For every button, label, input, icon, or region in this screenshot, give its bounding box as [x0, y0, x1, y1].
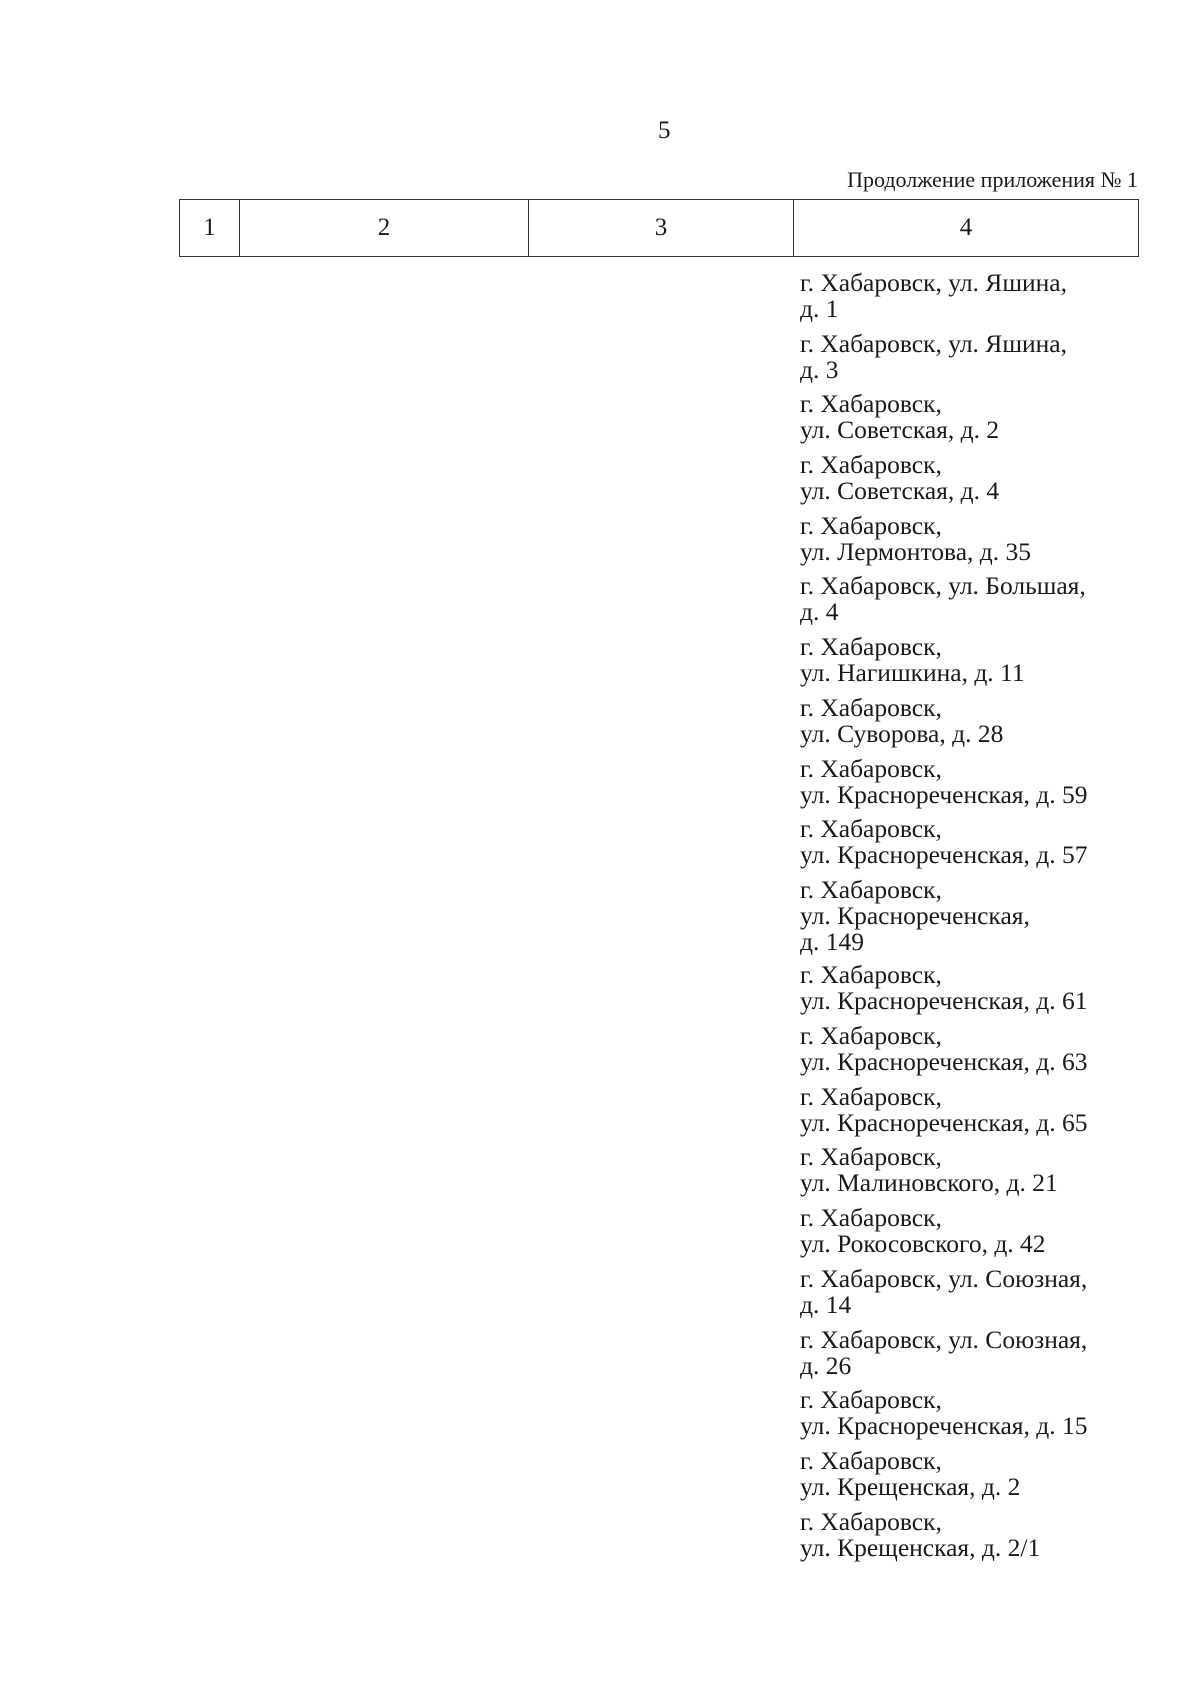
address-line: д. 149 — [800, 926, 864, 956]
address-entry — [800, 1327, 1145, 1388]
address-entry — [800, 1023, 1145, 1084]
address-entry — [800, 1144, 1145, 1205]
address-line: г. Хабаровск, — [800, 1144, 942, 1172]
address-line: г. Хабаровск, — [800, 1387, 942, 1415]
address-line: ул. Краснореченская, д. 63 — [800, 1047, 1088, 1077]
address-line: ул. Крещенская, д. 2/1 — [800, 1532, 1041, 1562]
address-line: г. Хабаровск, ул. Большая, — [800, 573, 1086, 601]
address-line: ул. Рокосовского, д. 42 — [800, 1229, 1046, 1259]
address-entry — [800, 1509, 1145, 1570]
address-entry — [800, 573, 1145, 634]
address-line: д. 1 — [800, 294, 839, 323]
column-2-number: 2 — [240, 200, 529, 257]
address-entry — [800, 756, 1145, 817]
address-line: г. Хабаровск, — [800, 1508, 942, 1536]
address-line: г. Хабаровск, — [800, 1205, 942, 1233]
address-line: д. 14 — [800, 1289, 852, 1319]
address-line: г. Хабаровск, — [800, 634, 942, 662]
address-line: г. Хабаровск, ул. Яшина, — [800, 270, 1067, 297]
address-line: ул. Крещенская, д. 2 — [800, 1471, 1021, 1501]
address-line: ул. Малиновского, д. 21 — [800, 1168, 1058, 1198]
address-line: ул. Советская, д. 4 — [800, 476, 1000, 506]
header-row — [180, 200, 1139, 257]
address-line: ул. Краснореченская, д. 57 — [800, 840, 1088, 870]
address-entry — [800, 816, 1145, 877]
address-line: г. Хабаровск, — [800, 816, 942, 844]
address-entry — [800, 1205, 1145, 1266]
address-line: г. Хабаровск, — [800, 452, 942, 480]
address-line: г. Хабаровск, — [800, 391, 942, 419]
column-4-number: 4 — [794, 200, 1139, 257]
address-line: г. Хабаровск, — [800, 876, 942, 904]
column-number-header — [179, 199, 1139, 257]
address-line: ул. Краснореченская, д. 59 — [800, 779, 1088, 809]
address-entry — [800, 270, 1145, 331]
address-line: г. Хабаровск, — [800, 694, 942, 722]
column-1-number: 1 — [180, 200, 240, 257]
address-entry — [800, 962, 1145, 1023]
address-line: г. Хабаровск, — [800, 962, 942, 990]
address-line: ул. Краснореченская, д. 61 — [800, 986, 1088, 1016]
address-line: д. 4 — [800, 597, 839, 627]
address-entry — [800, 391, 1145, 452]
continuation-label: Продолжение приложения № 1 — [847, 167, 1138, 192]
address-line: г. Хабаровск, — [800, 1447, 942, 1475]
address-entry — [800, 1084, 1145, 1145]
address-entry — [800, 877, 1145, 963]
address-line: г. Хабаровск, ул. Союзная, — [800, 1265, 1088, 1293]
address-entry — [800, 1448, 1145, 1509]
address-line: ул. Советская, д. 2 — [800, 415, 1000, 445]
address-line: ул. Краснореченская, д. 15 — [800, 1411, 1088, 1441]
page-number: 5 — [658, 117, 671, 144]
address-line: г. Хабаровск, — [800, 512, 942, 540]
column-3-number: 3 — [529, 200, 794, 257]
address-line: г. Хабаровск, — [800, 1023, 942, 1051]
address-entry — [800, 634, 1145, 695]
address-line: ул. Краснореченская, д. 65 — [800, 1107, 1088, 1137]
address-entry — [800, 452, 1145, 513]
address-entry — [800, 331, 1145, 392]
address-entry — [800, 513, 1145, 574]
address-line: ул. Суворова, д. 28 — [800, 718, 1004, 748]
address-line: г. Хабаровск, ул. Союзная, — [800, 1326, 1088, 1354]
address-line: ул. Лермонтова, д. 35 — [800, 536, 1031, 566]
address-line: ул. Краснореченская, — [800, 900, 1030, 930]
address-line: ул. Нагишкина, д. 11 — [800, 658, 1025, 688]
address-line: д. 26 — [800, 1350, 852, 1380]
address-entry — [800, 1387, 1145, 1448]
address-list — [800, 270, 1145, 1569]
address-entry — [800, 1266, 1145, 1327]
address-line: г. Хабаровск, ул. Яшина, — [800, 330, 1067, 358]
address-line: г. Хабаровск, — [800, 1083, 942, 1111]
address-entry — [800, 695, 1145, 756]
address-line: д. 3 — [800, 354, 839, 384]
address-line: г. Хабаровск, — [800, 755, 942, 783]
